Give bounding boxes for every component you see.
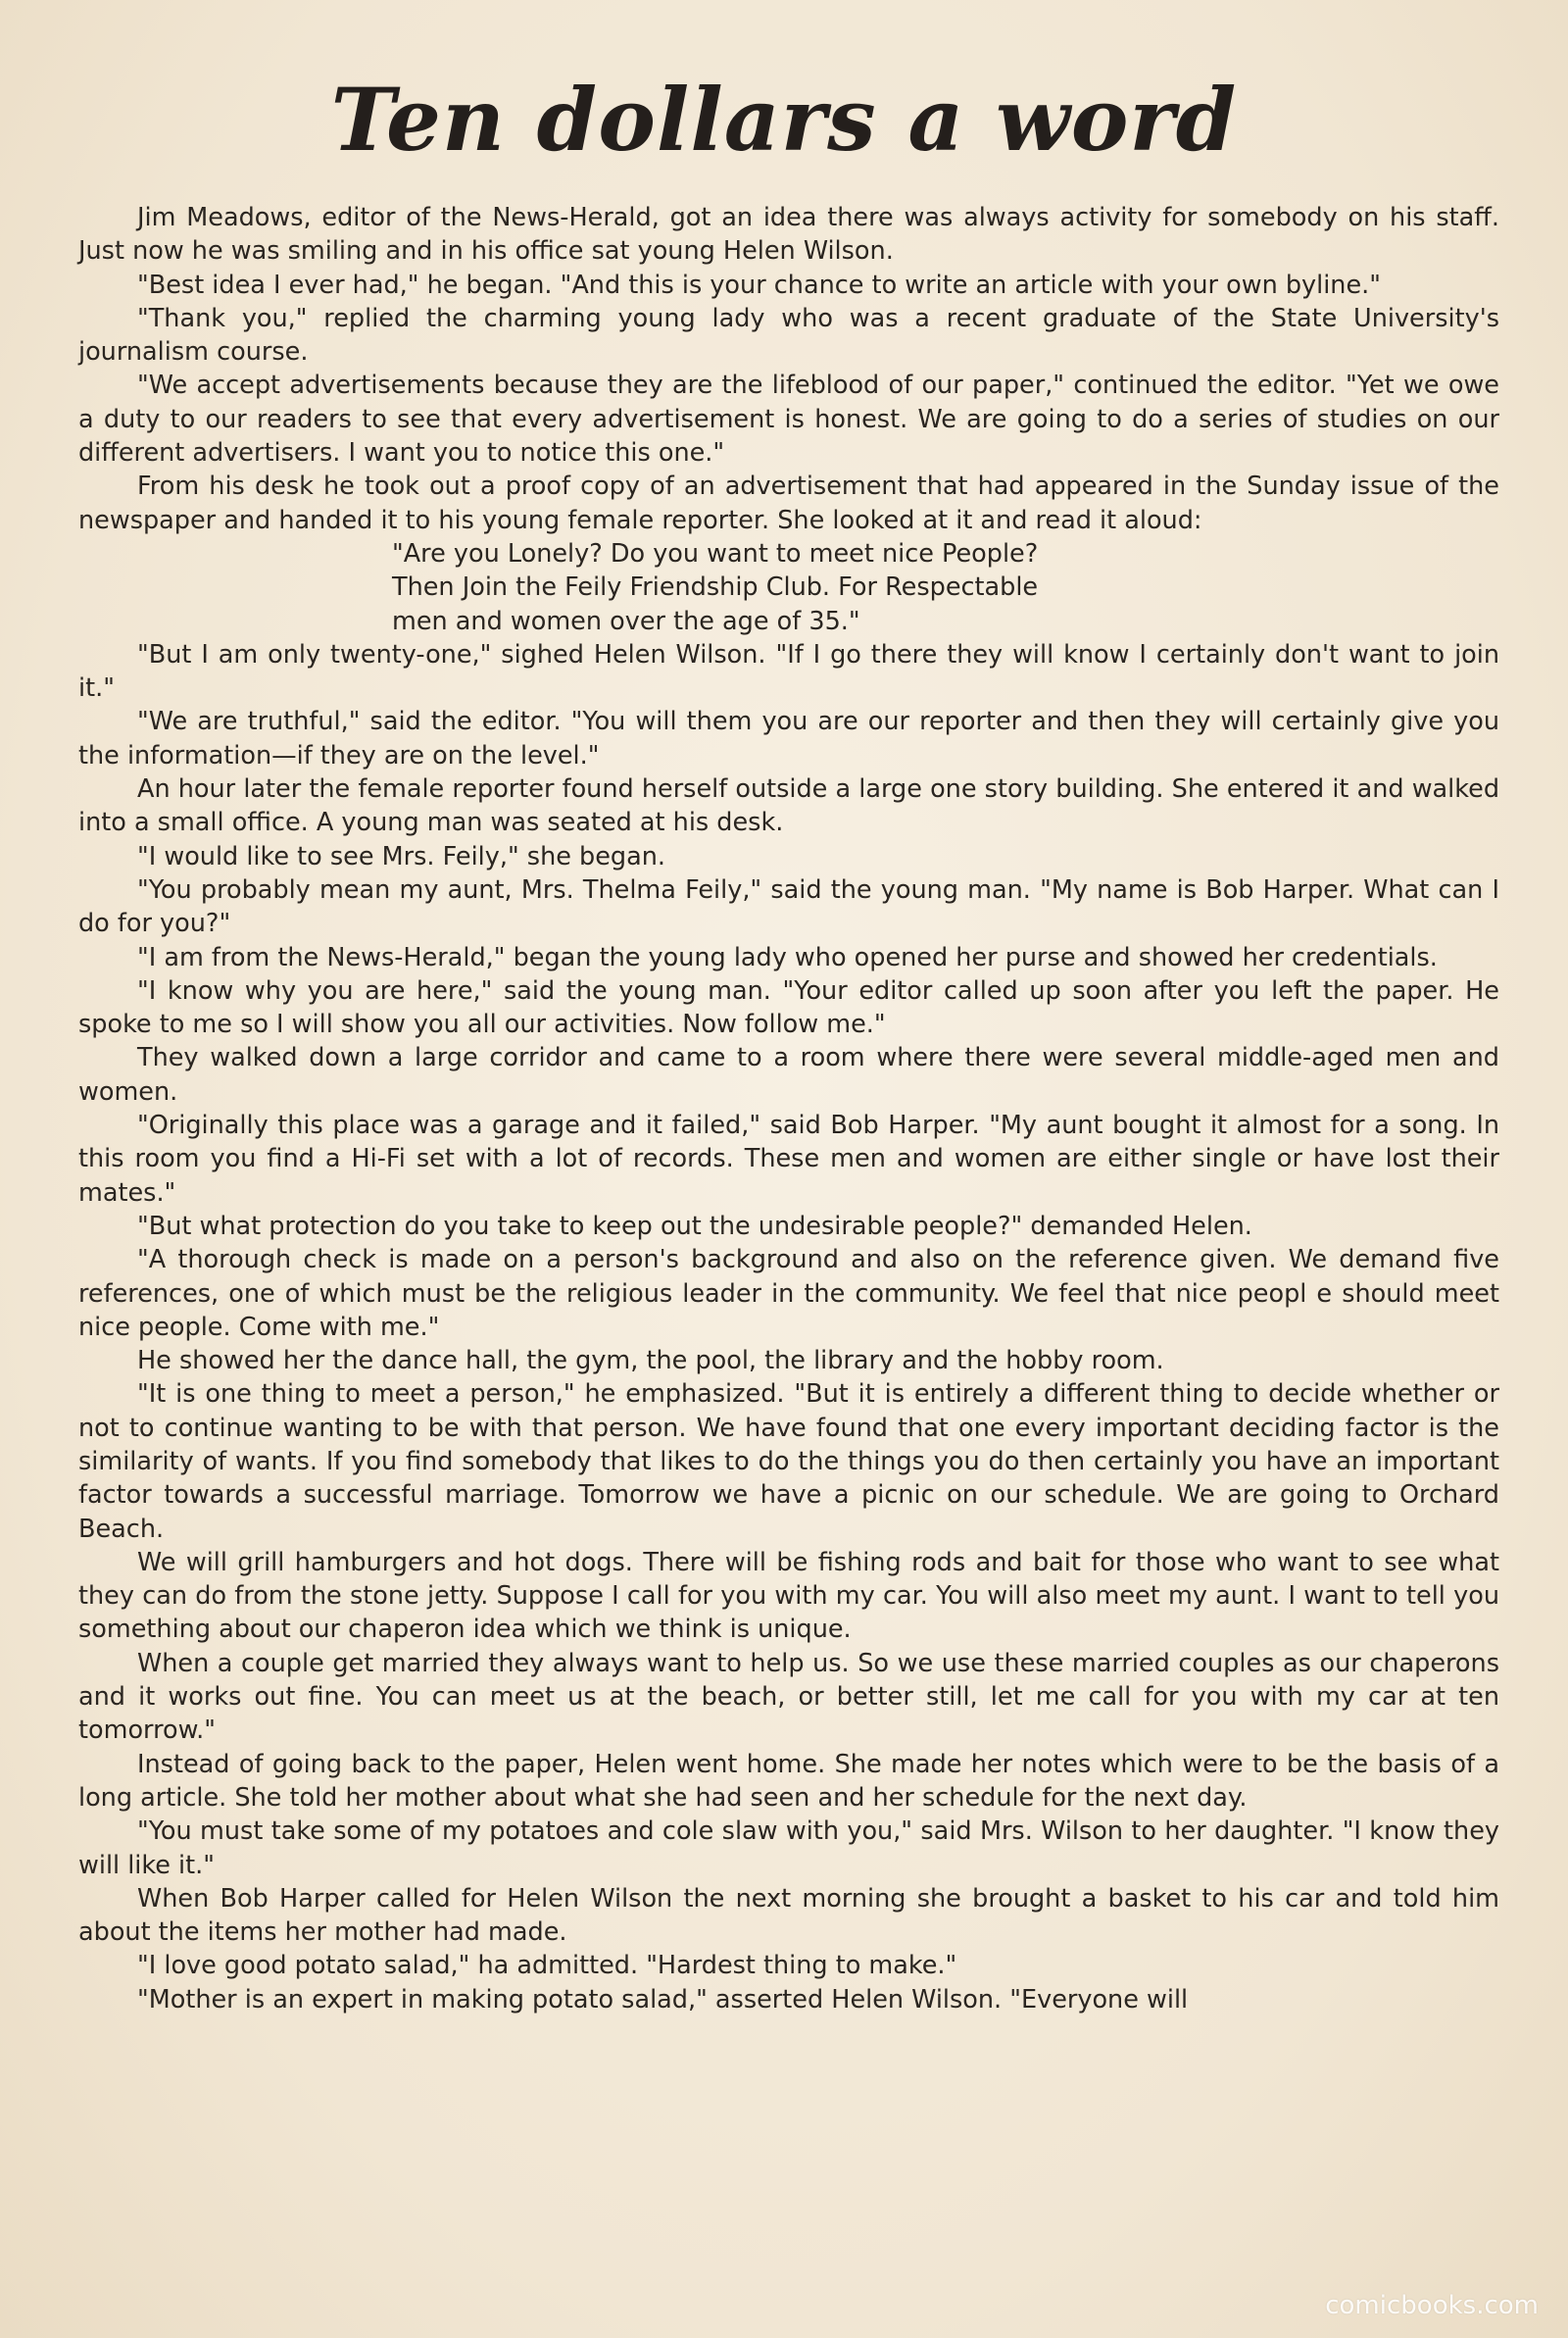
paragraph: We will grill hamburgers and hot dogs. There will be fishing rods and bait for those who want to see what they can do from the stone jetty. Suppose I call for you with my car. You will also meet my aunt. I want to tell you something about our chaperon idea which we think is unique. [78, 1547, 1499, 1645]
paragraph: From his desk he took out a proof copy of an advertisement that had appeared in the Sunday issue of the newspaper and handed it to his young female reporter. She looked at it and read it aloud: [78, 472, 1499, 535]
advertisement-line: men and women over the age of 35." [392, 606, 860, 636]
paragraph: He showed her the dance hall, the gym, the pool, the library and the hobby room. [137, 1346, 1164, 1376]
paragraph: "But I am only twenty-one," sighed Helen Wilson. "If I go there they will know I certainly don't want to join it." [78, 639, 1499, 704]
paragraph: "I know why you are here," said the young man. "Your editor called up soon after you left the paper. He spoke to me so I will show you all our activities. Now follow me." [78, 975, 1499, 1040]
paragraph: "We are truthful," said the editor. "You will them you are our reporter and then they will certainly give you the information—if they are on the level." [78, 707, 1499, 771]
paragraph: "I would like to see Mrs. Feily," she began. [137, 841, 665, 871]
paragraph: "We accept advertisements because they are the lifeblood of our paper," continued the editor. "Yet we owe a duty to our readers to see that every advertisement is honest. We are going to do a series of studies on our different advertisers. I want you to notice this one." [78, 371, 1499, 469]
story-body [78, 201, 1499, 2016]
paragraph: They walked down a large corridor and came to a room where there were several middle-aged men and women. [78, 1043, 1499, 1107]
paragraph: "I love good potato salad," ha admitted. "Hardest thing to make." [137, 1951, 957, 1981]
paragraph: When a couple get married they always want to help us. So we use these married couples as our chaperons and it works out fine. You can meet us at the beach, or better still, let me call for you with my car at ten tomorrow." [78, 1648, 1499, 1746]
paragraph: "It is one thing to meet a person," he emphasized. "But it is entirely a different thing to decide whether or not to continue wanting to be with that person. We have found that one every important deciding factor is the similarity of wants. If you find somebody that likes to do the things you do then certainly you have an important factor towards a successful marriage. Tomorrow we have a picnic on our schedule. We are going to Orchard Beach. [78, 1379, 1499, 1544]
paragraph: "Thank you," replied the charming young lady who was a recent graduate of the State University's journalism course. [78, 303, 1499, 368]
paragraph: "Originally this place was a garage and it failed," said Bob Harper. "My aunt bought it almost for a song. In this room you find a Hi-Fi set with a lot of records. These men and women are either single or have lost their mates." [78, 1111, 1499, 1208]
paragraph: When Bob Harper called for Helen Wilson the next morning she brought a basket to his car and told him about the items her mother had made. [78, 1883, 1499, 1948]
advertisement-quote [78, 537, 1499, 638]
paragraph: "A thorough check is made on a person's background and also on the reference given. We demand five references, one of which must be the religious leader in the community. We feel that nice peopl e should meet nice people. Come with me." [78, 1245, 1499, 1342]
advertisement-line: "Are you Lonely? Do you want to meet nice People? [392, 538, 1039, 569]
paragraph: "Best idea I ever had," he began. "And this is your chance to write an article with your own byline." [137, 270, 1381, 300]
paragraph: Jim Meadows, editor of the News-Herald, got an idea there was always activity for somebody on his staff. Just now he was smiling and in his office sat young Helen Wilson. [78, 203, 1499, 267]
paragraph: "You probably mean my aunt, Mrs. Thelma Feily," said the young man. "My name is Bob Harper. What can I do for you?" [78, 874, 1499, 939]
paragraph: "I am from the News-Herald," began the young lady who opened her purse and showed her credentials. [137, 942, 1438, 972]
paragraph: "But what protection do you take to keep out the undesirable people?" demanded Helen. [137, 1211, 1252, 1241]
page-title: Ten dollars a word [330, 69, 1238, 171]
paragraph: Instead of going back to the paper, Helen went home. She made her notes which were to be the basis of a long article. She told her mother about what she had seen and her schedule for the next day. [78, 1749, 1499, 1813]
watermark: comicbooks.com [1325, 2291, 1539, 2320]
paragraph: An hour later the female reporter found herself outside a large one story building. She entered it and walked into a small office. A young man was seated at his desk. [78, 774, 1499, 838]
advertisement-line: Then Join the Feily Friendship Club. For Respectable [392, 572, 1039, 603]
paragraph: "Mother is an expert in making potato salad," asserted Helen Wilson. "Everyone will [137, 1984, 1189, 2015]
paragraph: "You must take some of my potatoes and cole slaw with you," said Mrs. Wilson to her daughter. "I know they will like it." [78, 1816, 1499, 1880]
